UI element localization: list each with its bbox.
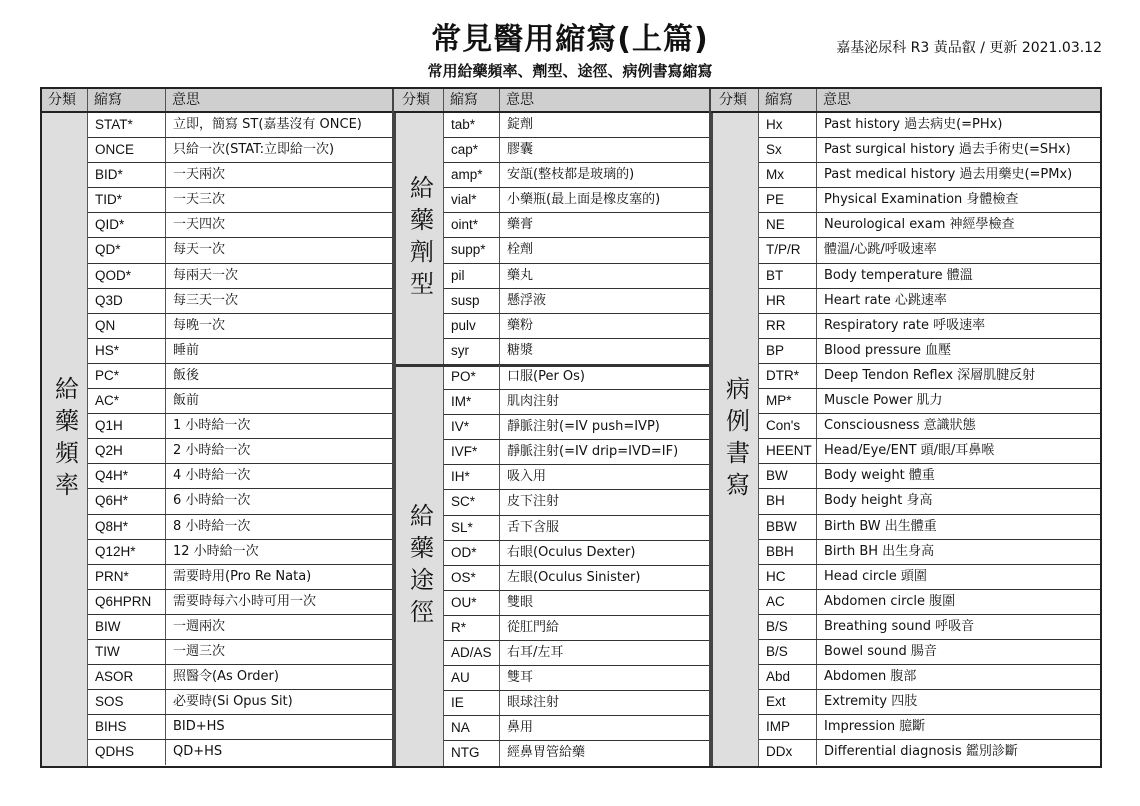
table-row (444, 465, 711, 490)
table-row (88, 389, 394, 414)
meaning-cell: Birth BW 出生體重 (824, 518, 937, 534)
table-row (444, 490, 711, 515)
table-row (88, 213, 394, 238)
table-row (88, 138, 394, 163)
rows-record (759, 113, 1100, 765)
abbreviation-cell: Q8H* (88, 515, 166, 539)
meaning-cell: 小藥瓶(最上面是橡皮塞的) (507, 192, 661, 208)
table-row (759, 389, 1100, 414)
abbreviation-cell: oint* (444, 213, 500, 237)
meaning-cell: 左眼(Oculus Sinister) (507, 569, 641, 585)
meaning-cell: Respiratory rate 呼吸速率 (824, 317, 986, 333)
category-cell-route (396, 367, 444, 766)
category-cell-dosage-form (396, 113, 444, 364)
abbreviation-cell: NA (444, 716, 500, 740)
meaning-cell: Physical Examination 身體檢查 (824, 192, 1019, 208)
meaning-cell: Body temperature 體溫 (824, 267, 973, 283)
abbreviation-cell: Con's (759, 414, 817, 438)
category-cell-record (713, 113, 759, 766)
category-label: 病例書寫 (721, 375, 750, 504)
abbreviation-cell: tab* (444, 113, 500, 137)
abbreviation-cell: QD* (88, 238, 166, 262)
meaning-cell: 藥膏 (507, 217, 534, 233)
meaning-cell: 必要時(Si Opus Sit) (173, 694, 293, 710)
abbreviation-cell: pil (444, 264, 500, 288)
meaning-cell: QD+HS (173, 744, 223, 760)
meaning-cell: 一天兩次 (173, 167, 226, 183)
meaning-cell: 一週三次 (173, 643, 226, 659)
table-row (88, 339, 394, 364)
table-row (759, 464, 1100, 489)
abbreviation-cell: BW (759, 464, 817, 488)
meaning-cell: 立即，簡寫 ST(嘉基沒有 ONCE) (173, 117, 362, 132)
meaning-cell: 需要時每六小時可用一次 (173, 593, 317, 609)
abbreviation-cell: NE (759, 213, 817, 237)
abbreviation-cell: QOD* (88, 264, 166, 288)
rows-frequency (88, 113, 394, 765)
meaning-cell: 2 小時給一次 (173, 443, 251, 459)
meaning-cell: 右耳/左耳 (507, 645, 564, 661)
header-meaning: 意思 (823, 92, 851, 108)
table-row (88, 113, 394, 138)
page-subtitle: 常用給藥頻率、劑型、途徑、病例書寫縮寫 (427, 62, 713, 80)
table-row (88, 238, 394, 263)
header-category: 分類 (396, 89, 444, 111)
abbreviation-cell: PC* (88, 364, 166, 388)
meaning-cell: 吸入用 (507, 469, 547, 485)
meaning-cell: 雙眼 (507, 594, 534, 610)
abbreviation-cell: BT (759, 264, 817, 288)
table-row (444, 188, 711, 213)
abbreviation-cell: IE (444, 691, 500, 715)
table-row (444, 741, 711, 766)
table-row (444, 264, 711, 289)
table-row (88, 640, 394, 665)
meaning-cell: Consciousness 意識狀態 (824, 418, 976, 434)
table-row (444, 541, 711, 566)
abbreviation-cell: pulv (444, 314, 500, 338)
meaning-cell: Past medical history 過去用藥史(=PMx) (824, 167, 1073, 183)
table-row (759, 264, 1100, 289)
table-row (759, 489, 1100, 514)
meaning-cell: 口服(Per Os) (507, 369, 586, 384)
meaning-cell: 照醫令(As Order) (173, 669, 279, 685)
meaning-cell: 藥粉 (507, 317, 534, 333)
table-row (88, 289, 394, 314)
abbreviation-cell: Abd (759, 665, 817, 689)
abbreviation-cell: IM* (444, 390, 500, 414)
abbreviation-cell: HR (759, 289, 817, 313)
meaning-cell: 糖漿 (507, 342, 534, 358)
abbreviation-cell: SOS (88, 690, 166, 714)
table-row (444, 716, 711, 741)
abbreviation-cell: Q1H (88, 414, 166, 438)
meaning-cell: 錠劑 (507, 117, 534, 132)
abbreviation-cell: B/S (759, 615, 817, 639)
table-row (759, 314, 1100, 339)
table-row (444, 339, 711, 364)
abbreviation-cell: IVF* (444, 440, 500, 464)
meaning-cell: 睡前 (173, 342, 200, 358)
category-label: 給藥途徑 (405, 502, 434, 631)
meaning-cell: Heart rate 心跳速率 (824, 292, 947, 308)
table-row (88, 489, 394, 514)
abbreviation-cell: B/S (759, 640, 817, 664)
abbreviation-cell: PE (759, 188, 817, 212)
meaning-cell: Past history 過去病史(=PHx) (824, 117, 1003, 132)
column-header (711, 89, 1100, 113)
table-row (444, 213, 711, 238)
table-row (444, 415, 711, 440)
abbreviation-cell: BBW (759, 515, 817, 539)
table-row (759, 540, 1100, 565)
abbreviation-cell: QN (88, 314, 166, 338)
table-row (88, 188, 394, 213)
header-category: 分類 (42, 89, 88, 111)
meaning-cell: Impression 臆斷 (824, 719, 926, 735)
abbreviation-cell: R* (444, 616, 500, 640)
meaning-cell: BID+HS (173, 719, 225, 735)
table-row (88, 540, 394, 565)
table-row (88, 264, 394, 289)
table-row (759, 665, 1100, 690)
abbreviation-cell: Q6H* (88, 489, 166, 513)
meaning-cell: 右眼(Oculus Dexter) (507, 544, 636, 560)
abbreviation-cell: DTR* (759, 364, 817, 388)
meaning-cell: Neurological exam 神經學檢查 (824, 217, 1015, 233)
meaning-cell: 雙耳 (507, 670, 534, 686)
meaning-cell: 鼻用 (507, 720, 534, 736)
meaning-cell: 每晚一次 (173, 317, 226, 333)
meaning-cell: 每三天一次 (173, 292, 239, 308)
meaning-cell: 安瓿(整枝都是玻璃的) (507, 167, 635, 183)
meaning-cell: Breathing sound 呼吸音 (824, 618, 975, 634)
abbreviation-cell: Q6HPRN (88, 590, 166, 614)
column-record (711, 89, 1100, 766)
table-row (88, 414, 394, 439)
rows-route (444, 365, 711, 767)
meaning-cell: 6 小時給一次 (173, 493, 251, 509)
header-category: 分類 (713, 89, 759, 111)
meaning-cell: 一週兩次 (173, 618, 226, 634)
meaning-cell: 飯後 (173, 367, 200, 383)
header-meaning: 意思 (506, 92, 534, 108)
meaning-cell: 飯前 (173, 393, 200, 409)
table-row (759, 690, 1100, 715)
abbreviation-cell: STAT* (88, 113, 166, 137)
table-row (759, 238, 1100, 263)
meaning-cell: 靜脈注射(=IV drip=IVD=IF) (507, 444, 679, 460)
abbreviation-cell: AU (444, 666, 500, 690)
table-row (444, 641, 711, 666)
abbreviation-cell: IMP (759, 715, 817, 739)
abbreviation-cell: Hx (759, 113, 817, 137)
abbreviation-cell: QID* (88, 213, 166, 237)
table-row (759, 113, 1100, 138)
abbreviation-cell: BIHS (88, 715, 166, 739)
table-row (88, 740, 394, 765)
meaning-cell: 皮下注射 (507, 494, 560, 510)
table-row (759, 414, 1100, 439)
table-row (88, 665, 394, 690)
table-row (759, 138, 1100, 163)
meaning-cell: 懸浮液 (507, 292, 547, 308)
abbreviation-cell: SL* (444, 516, 500, 540)
table-row (759, 289, 1100, 314)
meaning-cell: 靜脈注射(=IV push=IVP) (507, 419, 660, 435)
table-row (759, 188, 1100, 213)
abbreviation-cell: AC* (88, 389, 166, 413)
table-row (759, 740, 1100, 765)
abbreviation-cell: T/P/R (759, 238, 817, 262)
meaning-cell: Differential diagnosis 鑑別診斷 (824, 744, 1018, 760)
table-row (759, 615, 1100, 640)
column-dosage (394, 89, 711, 766)
meaning-cell: 每兩天一次 (173, 267, 239, 283)
table-row (88, 590, 394, 615)
category-cell-frequency (42, 113, 88, 766)
meaning-cell: 肌肉注射 (507, 394, 560, 410)
meaning-cell: Abdomen circle 腹圍 (824, 593, 956, 609)
table-row (444, 289, 711, 314)
table-row (444, 616, 711, 641)
table-row (88, 615, 394, 640)
header-abbr: 縮寫 (444, 89, 500, 111)
meaning-cell: Birth BH 出生身高 (824, 543, 935, 559)
table-row (759, 213, 1100, 238)
meaning-cell: Head circle 頭圍 (824, 568, 927, 584)
abbreviation-cell: ASOR (88, 665, 166, 689)
abbreviation-cell: syr (444, 339, 500, 364)
meaning-cell: 舌下含服 (507, 519, 560, 535)
meaning-cell: Extremity 四肢 (824, 694, 918, 710)
abbreviation-cell: HEENT (759, 439, 817, 463)
table-row (444, 390, 711, 415)
author-update-info: 嘉基泌尿科 R3 黃品叡 / 更新 2021.03.12 (836, 40, 1102, 56)
abbreviation-cell: Q2H (88, 439, 166, 463)
abbreviation-cell: MP* (759, 389, 817, 413)
abbreviation-cell: supp* (444, 238, 500, 262)
table-row (88, 364, 394, 389)
header-abbr: 縮寫 (759, 89, 817, 111)
meaning-cell: Muscle Power 肌力 (824, 393, 943, 409)
abbreviation-cell: SC* (444, 490, 500, 514)
table-row (88, 314, 394, 339)
abbreviation-cell: NTG (444, 741, 500, 766)
table-row (88, 690, 394, 715)
column-header (42, 89, 394, 113)
meaning-cell: Bowel sound 腸音 (824, 643, 937, 659)
table-row (444, 113, 711, 138)
table-row (88, 464, 394, 489)
abbreviation-cell: Q4H* (88, 464, 166, 488)
abbreviation-cell: BP (759, 339, 817, 363)
abbreviation-cell: Q3D (88, 289, 166, 313)
abbreviation-cell: IV* (444, 415, 500, 439)
meaning-cell: 只給一次(STAT:立即給一次) (173, 142, 335, 158)
meaning-cell: 眼球注射 (507, 695, 560, 711)
category-label: 給藥劑型 (405, 174, 434, 303)
abbreviation-cell: OS* (444, 566, 500, 590)
abbreviation-cell: BID* (88, 163, 166, 187)
meaning-cell: 每天一次 (173, 242, 226, 258)
abbreviation-cell: BH (759, 489, 817, 513)
header-abbr: 縮寫 (88, 89, 166, 111)
table-row (88, 439, 394, 464)
abbreviation-cell: cap* (444, 138, 500, 162)
column-header (394, 89, 711, 113)
header-meaning: 意思 (172, 92, 200, 108)
meaning-cell: 12 小時給一次 (173, 543, 259, 559)
table-row (759, 163, 1100, 188)
abbreviation-cell: PRN* (88, 565, 166, 589)
meaning-cell: 需要時用(Pro Re Nata) (173, 568, 312, 584)
table-row (88, 565, 394, 590)
abbreviation-cell: amp* (444, 163, 500, 187)
meaning-cell: 膠囊 (507, 142, 534, 158)
abbreviation-cell: OU* (444, 591, 500, 615)
meaning-cell: Past surgical history 過去手術史(=SHx) (824, 142, 1071, 158)
meaning-cell: 體溫/心跳/呼吸速率 (824, 242, 937, 258)
abbreviation-table (40, 87, 1102, 768)
meaning-cell: 4 小時給一次 (173, 468, 251, 484)
meaning-cell: Deep Tendon Reflex 深層肌腱反射 (824, 367, 1036, 383)
table-row (444, 138, 711, 163)
meaning-cell: Head/Eye/ENT 頭/眼/耳鼻喉 (824, 443, 995, 459)
abbreviation-cell: susp (444, 289, 500, 313)
meaning-cell: 1 小時給一次 (173, 418, 251, 434)
page-title: 常見醫用縮寫(上篇) (431, 22, 709, 57)
table-row (444, 365, 711, 390)
abbreviation-cell: TID* (88, 188, 166, 212)
abbreviation-cell: HS* (88, 339, 166, 363)
abbreviation-cell: Ext (759, 690, 817, 714)
abbreviation-cell: IH* (444, 465, 500, 489)
table-row (444, 691, 711, 716)
table-row (444, 238, 711, 263)
table-row (444, 440, 711, 465)
abbreviation-cell: vial* (444, 188, 500, 212)
category-label: 給藥頻率 (50, 375, 79, 504)
table-row (444, 566, 711, 591)
meaning-cell: Body weight 體重 (824, 468, 935, 484)
meaning-cell: 藥丸 (507, 267, 534, 283)
table-row (759, 715, 1100, 740)
abbreviation-cell: AC (759, 590, 817, 614)
table-row (759, 515, 1100, 540)
table-row (759, 439, 1100, 464)
table-row (444, 314, 711, 339)
meaning-cell: 一天四次 (173, 217, 226, 233)
table-row (444, 163, 711, 188)
table-row (88, 163, 394, 188)
abbreviation-cell: AD/AS (444, 641, 500, 665)
table-row (759, 640, 1100, 665)
meaning-cell: 一天三次 (173, 192, 226, 208)
abbreviation-cell: QDHS (88, 740, 166, 765)
table-row (444, 516, 711, 541)
meaning-cell: Body height 身高 (824, 493, 933, 509)
abbreviation-cell: ONCE (88, 138, 166, 162)
table-row (88, 515, 394, 540)
table-row (759, 565, 1100, 590)
table-row (444, 591, 711, 616)
meaning-cell: Blood pressure 血壓 (824, 342, 952, 358)
meaning-cell: 8 小時給一次 (173, 518, 251, 534)
abbreviation-cell: RR (759, 314, 817, 338)
abbreviation-cell: Mx (759, 163, 817, 187)
abbreviation-cell: Q12H* (88, 540, 166, 564)
meaning-cell: 經鼻胃管給藥 (507, 745, 586, 761)
abbreviation-cell: PO* (444, 365, 500, 389)
table-row (759, 590, 1100, 615)
table-row (759, 339, 1100, 364)
page-header (0, 0, 1140, 86)
abbreviation-cell: BBH (759, 540, 817, 564)
rows-dosage-form (444, 113, 711, 364)
abbreviation-cell: DDx (759, 740, 817, 765)
meaning-cell: Abdomen 腹部 (824, 669, 917, 685)
table-row (444, 666, 711, 691)
table-row (88, 715, 394, 740)
column-frequency (42, 89, 394, 766)
abbreviation-cell: TIW (88, 640, 166, 664)
abbreviation-cell: BIW (88, 615, 166, 639)
table-row (759, 364, 1100, 389)
abbreviation-cell: OD* (444, 541, 500, 565)
abbreviation-cell: HC (759, 565, 817, 589)
abbreviation-cell: Sx (759, 138, 817, 162)
meaning-cell: 從肛門給 (507, 619, 560, 635)
meaning-cell: 栓劑 (507, 242, 534, 258)
